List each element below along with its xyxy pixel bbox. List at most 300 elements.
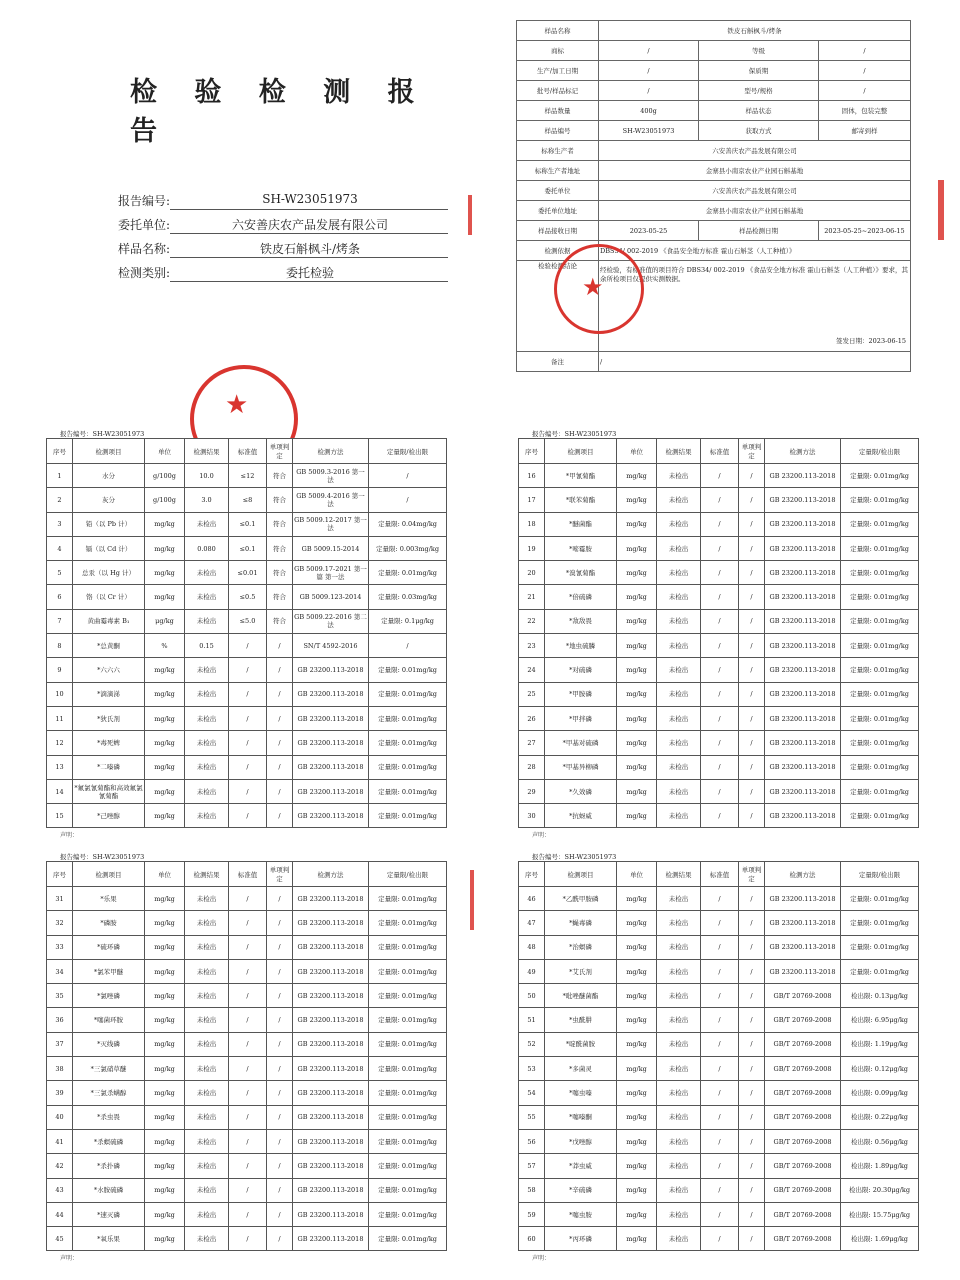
table-cell: 定量限: 0.01mg/kg — [369, 1129, 447, 1153]
table-cell: / — [739, 585, 765, 609]
cell: 样品名称 — [517, 21, 599, 41]
table-cell: 未检出 — [657, 755, 701, 779]
table-cell: mg/kg — [145, 1057, 185, 1081]
table-cell: 定量限: 0.01mg/kg — [841, 512, 919, 536]
table-cell: 16 — [519, 464, 545, 488]
table-cell: / — [739, 1008, 765, 1032]
cover-page — [40, 20, 480, 420]
table-cell: *吡唑醚菌酯 — [545, 984, 617, 1008]
table-cell: 0.15 — [185, 634, 229, 658]
table-cell: mg/kg — [617, 1008, 657, 1032]
table-cell: GB 23200.113-2018 — [765, 804, 841, 828]
table-cell: *地虫硫膦 — [545, 634, 617, 658]
table-cell: / — [229, 935, 267, 959]
column-header: 标准值 — [701, 862, 739, 887]
table-cell: 定量限: 0.01mg/kg — [369, 1154, 447, 1178]
table-cell: mg/kg — [145, 1154, 185, 1178]
table-cell: *氟氯氰菊酯和高效氟氯氰菊酯 — [73, 779, 145, 803]
table-row — [47, 984, 447, 1008]
table-cell: GB 23200.113-2018 — [293, 779, 369, 803]
column-header: 单项判定 — [267, 862, 293, 887]
table-row — [47, 512, 447, 536]
table-cell: *速灭磷 — [73, 1202, 145, 1226]
table-cell: 未检出 — [185, 1105, 229, 1129]
table-cell: / — [701, 706, 739, 730]
table-cell: / — [701, 911, 739, 935]
cell: 等级 — [699, 41, 819, 61]
table-row — [47, 609, 447, 633]
table-cell: mg/kg — [145, 1129, 185, 1153]
table-cell: mg/kg — [145, 1032, 185, 1056]
table-cell: mg/kg — [617, 682, 657, 706]
column-header: 定量限/检出限 — [369, 439, 447, 464]
table-row — [47, 1032, 447, 1056]
report-title: 检 验 检 测 报 告 — [130, 77, 429, 147]
table-cell: 定量限: 0.01mg/kg — [841, 935, 919, 959]
table-cell: GB 23200.113-2018 — [293, 804, 369, 828]
report-number-row — [100, 188, 430, 210]
cell: 标称生产者地址 — [517, 161, 599, 181]
table-cell: GB 23200.113-2018 — [765, 536, 841, 560]
table-cell: 55 — [519, 1105, 545, 1129]
table-cell: *三氯杀螨醇 — [73, 1081, 145, 1105]
table-cell: mg/kg — [145, 1202, 185, 1226]
table-cell: / — [229, 1227, 267, 1251]
table-cell: 未检出 — [657, 658, 701, 682]
table-cell: / — [701, 779, 739, 803]
results-table — [46, 861, 447, 1251]
table-cell: GB 23200.113-2018 — [293, 1057, 369, 1081]
report-number-header: 报告编号：SH-W23051973 — [60, 430, 145, 438]
cell: 邮寄到样 — [819, 121, 911, 141]
table-cell: μg/kg — [145, 609, 185, 633]
cell: 获取方式 — [699, 121, 819, 141]
table-cell: % — [145, 634, 185, 658]
conclusion-cell — [599, 261, 911, 352]
cell: / — [599, 81, 699, 101]
table-cell: / — [267, 755, 293, 779]
table-row — [519, 984, 919, 1008]
table-cell: *磷胺 — [73, 911, 145, 935]
table-cell: / — [739, 1105, 765, 1129]
table-cell: / — [229, 682, 267, 706]
table-cell: 定量限: 0.01mg/kg — [369, 911, 447, 935]
table-cell: 52 — [519, 1032, 545, 1056]
table-cell: *滴滴涕 — [73, 682, 145, 706]
column-header: 检测方法 — [765, 862, 841, 887]
table-cell: mg/kg — [145, 935, 185, 959]
cell: 样品编号 — [517, 121, 599, 141]
table-cell: GB 23200.113-2018 — [293, 1129, 369, 1153]
table-cell: / — [701, 1057, 739, 1081]
column-header: 标准值 — [229, 862, 267, 887]
table-cell: 定量限: 0.01mg/kg — [841, 464, 919, 488]
cell: 六安善庆农产品发展有限公司 — [599, 181, 911, 201]
table-cell: mg/kg — [617, 1057, 657, 1081]
table-cell: / — [701, 512, 739, 536]
table-cell: 未检出 — [657, 887, 701, 911]
table-cell: / — [701, 935, 739, 959]
table-cell: / — [739, 731, 765, 755]
table-cell: / — [701, 1105, 739, 1129]
table-cell: GB 23200.113-2018 — [293, 1032, 369, 1056]
table-cell: 定量限: 0.01mg/kg — [841, 731, 919, 755]
table-cell: GB 23200.113-2018 — [765, 585, 841, 609]
table-cell: 定量限: 0.01mg/kg — [841, 585, 919, 609]
table-cell: 定量限: 0.01mg/kg — [369, 1105, 447, 1129]
table-cell: GB 23200.113-2018 — [293, 682, 369, 706]
table-row — [519, 1105, 919, 1129]
table-cell: 21 — [519, 585, 545, 609]
cell: 备注 — [517, 352, 599, 372]
table-cell: *硫环磷 — [73, 935, 145, 959]
client-row — [100, 212, 430, 234]
table-cell: GB/T 20769-2008 — [765, 1178, 841, 1202]
cell: 型号/规格 — [699, 81, 819, 101]
table-cell: GB 23200.113-2018 — [765, 706, 841, 730]
table-cell: / — [739, 984, 765, 1008]
table-cell: GB/T 20769-2008 — [765, 1202, 841, 1226]
results-table — [46, 438, 447, 828]
column-header: 检测方法 — [293, 862, 369, 887]
table-cell: / — [267, 1008, 293, 1032]
table-cell: 未检出 — [657, 804, 701, 828]
table-cell: 检出限: 0.09μg/kg — [841, 1081, 919, 1105]
column-header: 检测项目 — [545, 862, 617, 887]
table-cell: *丙环磷 — [545, 1227, 617, 1251]
table-cell: *氯苯甲醚 — [73, 959, 145, 983]
cell: 样品数量 — [517, 101, 599, 121]
table-cell: 未检出 — [185, 1032, 229, 1056]
table-cell: 未检出 — [185, 731, 229, 755]
table-cell: mg/kg — [617, 488, 657, 512]
table-cell: 未检出 — [657, 1227, 701, 1251]
table-cell: *艾氏剂 — [545, 959, 617, 983]
table-cell: / — [739, 779, 765, 803]
table-row — [519, 1008, 919, 1032]
column-header: 检测项目 — [545, 439, 617, 464]
table-cell: 23 — [519, 634, 545, 658]
table-cell: 38 — [47, 1057, 73, 1081]
table-row — [47, 887, 447, 911]
table-cell: mg/kg — [145, 658, 185, 682]
table-cell: / — [267, 1081, 293, 1105]
table-cell: / — [701, 1154, 739, 1178]
table-row — [47, 682, 447, 706]
table-row — [519, 634, 919, 658]
table-cell: / — [701, 731, 739, 755]
table-cell: ≤12 — [229, 464, 267, 488]
table-cell: / — [229, 634, 267, 658]
table-cell: / — [267, 1105, 293, 1129]
table-cell: mg/kg — [617, 536, 657, 560]
table-cell: mg/kg — [617, 935, 657, 959]
column-header: 单位 — [145, 862, 185, 887]
table-cell: mg/kg — [145, 911, 185, 935]
table-cell: 未检出 — [657, 512, 701, 536]
table-cell: mg/kg — [617, 1081, 657, 1105]
table-cell: *六六六 — [73, 658, 145, 682]
table-cell: 铅（以 Pb 计） — [73, 512, 145, 536]
cell: / — [599, 352, 911, 372]
table-cell: / — [739, 536, 765, 560]
table-cell: *乐果 — [73, 887, 145, 911]
table-cell: / — [267, 935, 293, 959]
table-cell: 定量限: 0.01mg/kg — [841, 755, 919, 779]
table-cell: mg/kg — [617, 959, 657, 983]
table-cell: / — [701, 682, 739, 706]
table-cell: SN/T 4592-2016 — [293, 634, 369, 658]
table-cell: 定量限: 0.01mg/kg — [369, 984, 447, 1008]
cell: / — [819, 41, 911, 61]
results-table — [518, 861, 919, 1251]
table-cell: 10 — [47, 682, 73, 706]
table-row — [519, 488, 919, 512]
table-cell: 未检出 — [185, 1202, 229, 1226]
table-cell: 未检出 — [185, 1129, 229, 1153]
table-cell: mg/kg — [145, 561, 185, 585]
table-cell: / — [701, 1032, 739, 1056]
table-cell: / — [739, 755, 765, 779]
table-cell: 未检出 — [185, 804, 229, 828]
cell: 生产/加工日期 — [517, 61, 599, 81]
table-cell: mg/kg — [145, 585, 185, 609]
table-cell: 铬（以 Cr 计） — [73, 585, 145, 609]
table-cell: ≤5.0 — [229, 609, 267, 633]
column-header: 检测结果 — [657, 862, 701, 887]
table-cell: GB 23200.113-2018 — [765, 658, 841, 682]
table-cell: 9 — [47, 658, 73, 682]
table-cell: 未检出 — [657, 731, 701, 755]
table-row — [519, 935, 919, 959]
table-cell: 未检出 — [657, 536, 701, 560]
table-row — [519, 1057, 919, 1081]
table-cell: 1 — [47, 464, 73, 488]
table-cell: GB 23200.113-2018 — [765, 887, 841, 911]
table-cell: GB/T 20769-2008 — [765, 1032, 841, 1056]
sign-date: 签发日期：2023-06-15 — [836, 337, 907, 345]
table-cell: 定量限: 0.01mg/kg — [841, 536, 919, 560]
table-cell: 定量限: 0.01mg/kg — [369, 561, 447, 585]
table-cell: *抗蚜威 — [545, 804, 617, 828]
table-cell: 56 — [519, 1129, 545, 1153]
table-cell: GB/T 20769-2008 — [765, 1105, 841, 1129]
table-row — [47, 755, 447, 779]
table-cell: 46 — [519, 887, 545, 911]
table-cell: mg/kg — [617, 464, 657, 488]
table-row — [519, 804, 919, 828]
table-cell: / — [229, 658, 267, 682]
table-cell: / — [229, 1057, 267, 1081]
table-cell: / — [739, 1178, 765, 1202]
table-cell: 定量限: 0.01mg/kg — [841, 682, 919, 706]
table-cell: *己唑醇 — [73, 804, 145, 828]
table-cell: 定量限: 0.01mg/kg — [369, 1178, 447, 1202]
table-cell: mg/kg — [617, 1105, 657, 1129]
table-row — [519, 755, 919, 779]
table-cell: GB 23200.113-2018 — [765, 634, 841, 658]
table-cell: 定量限: 0.01mg/kg — [369, 1227, 447, 1251]
table-row — [519, 887, 919, 911]
table-cell: / — [229, 1154, 267, 1178]
table-cell: / — [229, 959, 267, 983]
table-row — [47, 706, 447, 730]
column-header: 检测结果 — [185, 862, 229, 887]
table-cell: *敌敌畏 — [545, 609, 617, 633]
table-cell: mg/kg — [617, 911, 657, 935]
sample-name-label: 样品名称: — [117, 242, 170, 256]
cell: 金寨县小南京农业产业园石斛基地 — [599, 201, 911, 221]
footer-note: 声明： — [60, 832, 79, 839]
table-cell: mg/kg — [145, 1227, 185, 1251]
table-cell: / — [267, 959, 293, 983]
table-cell: / — [229, 1202, 267, 1226]
table-cell: GB/T 20769-2008 — [765, 1057, 841, 1081]
table-cell: GB 23200.113-2018 — [293, 911, 369, 935]
table-cell: GB/T 20769-2008 — [765, 1129, 841, 1153]
table-cell: mg/kg — [617, 984, 657, 1008]
table-cell: mg/kg — [145, 779, 185, 803]
table-cell: 40 — [47, 1105, 73, 1129]
table-cell: 定量限: 0.01mg/kg — [841, 779, 919, 803]
table-row — [47, 1105, 447, 1129]
table-cell: / — [739, 706, 765, 730]
table-cell: / — [267, 779, 293, 803]
table-cell: *灭线磷 — [73, 1032, 145, 1056]
table-cell: 未检出 — [185, 887, 229, 911]
table-cell: 26 — [519, 706, 545, 730]
table-cell: 未检出 — [657, 1105, 701, 1129]
table-cell: / — [701, 1202, 739, 1226]
table-cell: 符合 — [267, 561, 293, 585]
table-cell: 定量限: 0.01mg/kg — [841, 706, 919, 730]
table-cell: 定量限: 0.01mg/kg — [369, 935, 447, 959]
table-cell: mg/kg — [145, 512, 185, 536]
table-cell: 未检出 — [657, 911, 701, 935]
table-cell: 定量限: 0.01mg/kg — [369, 1057, 447, 1081]
table-cell: *杀扑磷 — [73, 1154, 145, 1178]
table-cell: *醚菌酯 — [545, 512, 617, 536]
seal-star-icon: ★ — [582, 273, 604, 301]
table-row — [519, 512, 919, 536]
table-cell: mg/kg — [617, 609, 657, 633]
table-cell: *氯唑磷 — [73, 984, 145, 1008]
table-cell: GB 5009.15-2014 — [293, 536, 369, 560]
table-cell: / — [739, 512, 765, 536]
table-cell: *噻虫胺 — [545, 1202, 617, 1226]
table-cell: / — [369, 464, 447, 488]
table-cell: mg/kg — [145, 731, 185, 755]
table-cell: mg/kg — [617, 1202, 657, 1226]
table-cell: 定量限: 0.01mg/kg — [841, 804, 919, 828]
table-cell: 定量限: 0.01mg/kg — [369, 682, 447, 706]
cell: 样品检测日期 — [699, 221, 819, 241]
table-cell: GB 5009.17-2021 第一篇 第一法 — [293, 561, 369, 585]
table-cell: *甲氰菊酯 — [545, 464, 617, 488]
table-cell: / — [701, 887, 739, 911]
table-cell: 43 — [47, 1178, 73, 1202]
table-cell: / — [267, 1154, 293, 1178]
table-cell: 检出限: 0.56μg/kg — [841, 1129, 919, 1153]
table-cell: 检出限: 1.89μg/kg — [841, 1154, 919, 1178]
table-cell: 未检出 — [185, 585, 229, 609]
table-cell: GB 23200.113-2018 — [293, 1081, 369, 1105]
table-cell: / — [739, 911, 765, 935]
column-header: 检测方法 — [293, 439, 369, 464]
table-cell: ≤8 — [229, 488, 267, 512]
table-cell: g/100g — [145, 488, 185, 512]
table-cell: GB 23200.113-2018 — [293, 1008, 369, 1032]
results-page-1 — [46, 430, 446, 839]
table-cell: *杀螟硫磷 — [73, 1129, 145, 1153]
cell: 检测依据 — [517, 241, 599, 261]
table-cell: 45 — [47, 1227, 73, 1251]
table-cell: 未检出 — [185, 1057, 229, 1081]
table-cell: / — [701, 585, 739, 609]
table-cell: / — [739, 609, 765, 633]
column-header: 定量限/检出限 — [369, 862, 447, 887]
table-row — [47, 779, 447, 803]
table-cell: mg/kg — [617, 1129, 657, 1153]
table-cell: / — [701, 609, 739, 633]
table-cell: *嘧霉胺 — [545, 536, 617, 560]
table-cell: 39 — [47, 1081, 73, 1105]
table-cell: / — [267, 804, 293, 828]
column-header: 定量限/检出限 — [841, 862, 919, 887]
table-cell: GB 23200.113-2018 — [765, 779, 841, 803]
table-cell: mg/kg — [617, 706, 657, 730]
table-cell: / — [267, 1178, 293, 1202]
table-cell: / — [701, 1227, 739, 1251]
table-cell: mg/kg — [617, 634, 657, 658]
table-cell: 17 — [519, 488, 545, 512]
cell: / — [599, 41, 699, 61]
table-row — [519, 1202, 919, 1226]
table-cell: 未检出 — [185, 1178, 229, 1202]
table-cell: GB 23200.113-2018 — [293, 887, 369, 911]
table-cell: / — [229, 1105, 267, 1129]
table-cell: / — [267, 658, 293, 682]
table-cell: 未检出 — [657, 1057, 701, 1081]
table-cell: 49 — [519, 959, 545, 983]
table-cell: *多菌灵 — [545, 1057, 617, 1081]
table-cell: / — [229, 984, 267, 1008]
table-cell: / — [701, 488, 739, 512]
table-cell: / — [701, 634, 739, 658]
table-cell: 5 — [47, 561, 73, 585]
column-header: 定量限/检出限 — [841, 439, 919, 464]
cell: 铁皮石斛枫斗/烤条 — [599, 21, 911, 41]
table-cell: 检出限: 1.69μg/kg — [841, 1227, 919, 1251]
table-cell: 54 — [519, 1081, 545, 1105]
table-row — [47, 959, 447, 983]
table-cell: / — [701, 804, 739, 828]
table-row — [47, 1057, 447, 1081]
table-cell: / — [701, 755, 739, 779]
table-cell: 未检出 — [185, 935, 229, 959]
table-cell: GB 23200.113-2018 — [765, 755, 841, 779]
table-cell: GB 23200.113-2018 — [293, 706, 369, 730]
table-cell: 未检出 — [185, 1081, 229, 1105]
table-cell: 定量限: 0.01mg/kg — [369, 1032, 447, 1056]
test-type-label: 检测类别: — [117, 266, 170, 280]
table-cell: 22 — [519, 609, 545, 633]
table-cell: GB 23200.113-2018 — [293, 935, 369, 959]
column-header: 单位 — [145, 439, 185, 464]
table-cell: GB 23200.113-2018 — [765, 731, 841, 755]
table-row — [519, 561, 919, 585]
table-cell: 定量限: 0.01mg/kg — [369, 779, 447, 803]
